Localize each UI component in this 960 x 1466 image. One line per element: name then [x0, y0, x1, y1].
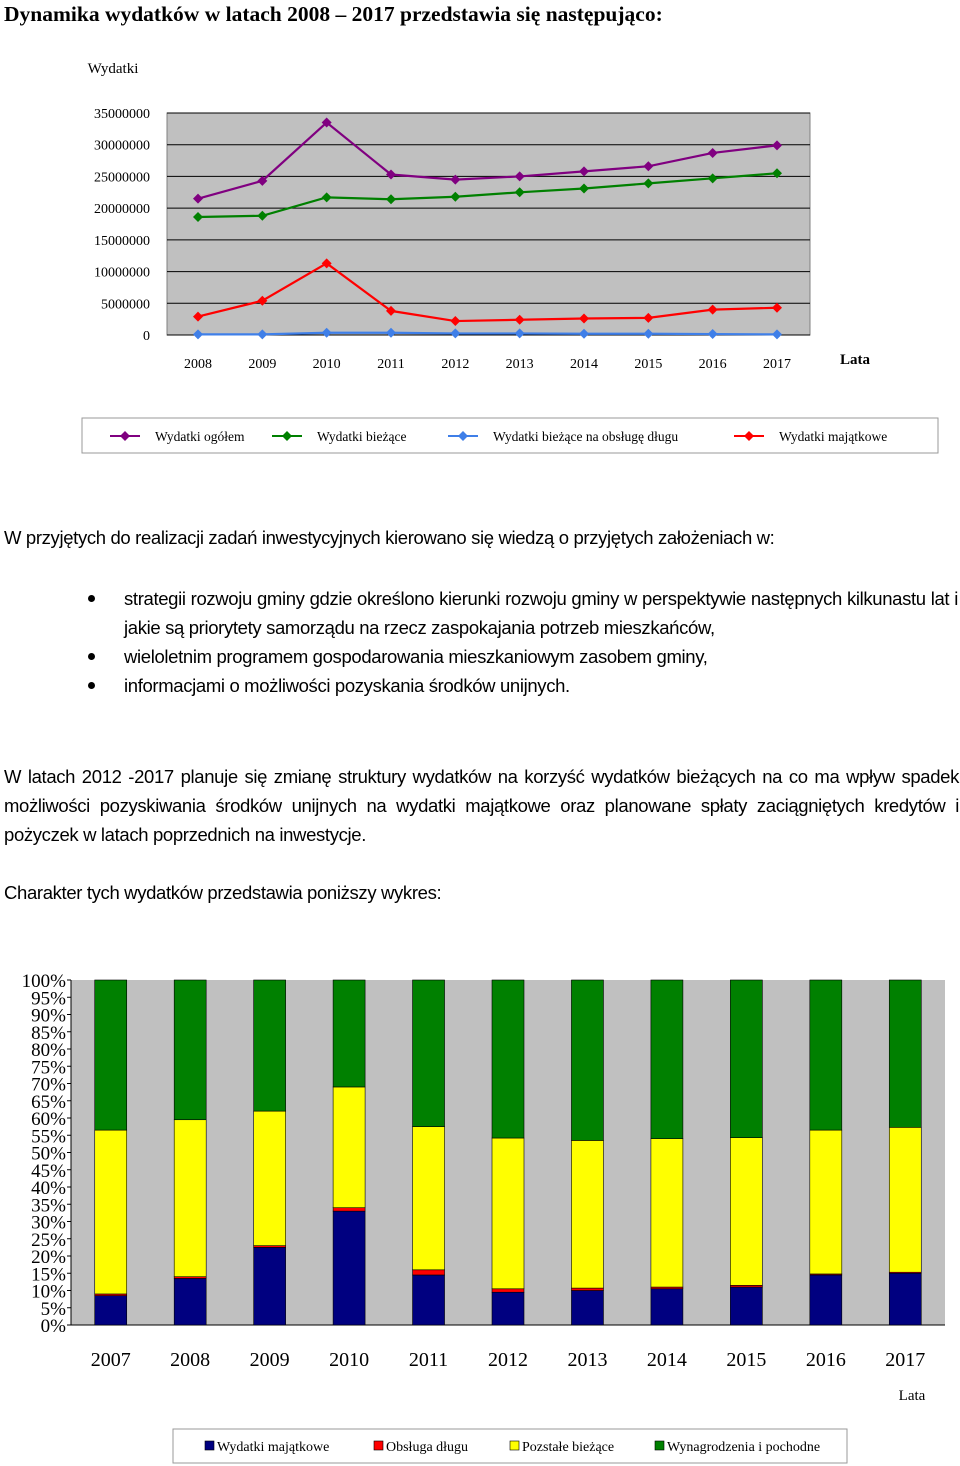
legend-label: Wydatki bieżące [317, 429, 407, 444]
legend-label: Wydatki majątkowe [779, 429, 888, 444]
bar-segment [889, 1273, 921, 1325]
page-heading: Dynamika wydatków w latach 2008 – 2017 przedstawia się następująco: [4, 2, 663, 26]
bullet-item: informacjami o możliwości pozyskania środków unijnych. [0, 671, 958, 700]
bar-segment [413, 1270, 445, 1275]
x-tick-label: 2009 [248, 357, 277, 372]
legend-label: Pozstałe bieżące [522, 1440, 615, 1455]
y-tick-label: 5000000 [101, 297, 150, 313]
bullet-item: strategii rozwoju gminy gdzie określono kierunki rozwoju gminy w perspektywie następnych kilkunastu lat i jakie są priorytety samorządu na rzecz zaspokajania potrzeb mieszkańców, [0, 584, 958, 642]
x-tick-label: 2013 [567, 1349, 608, 1371]
stacked-bar-chart [0, 956, 960, 1466]
bar-segment [651, 1289, 683, 1325]
bar-segment [730, 1138, 762, 1286]
bar-segment [254, 1247, 286, 1325]
bar-segment [174, 1120, 206, 1277]
x-tick-label: 2011 [377, 357, 405, 372]
x-axis-title: Lata [840, 352, 870, 368]
y-tick-label: 65% [31, 1091, 66, 1113]
y-tick-label: 20000000 [94, 202, 150, 218]
legend-swatch [510, 1441, 519, 1450]
bar-segment [810, 1130, 842, 1274]
x-tick-label: 2015 [634, 357, 663, 372]
y-tick-label: 5% [40, 1298, 66, 1320]
y-tick-label: 100% [21, 971, 66, 992]
y-tick-label: 85% [31, 1022, 66, 1044]
y-tick-label: 30000000 [94, 138, 150, 154]
y-tick-label: 75% [31, 1057, 66, 1079]
bar-segment [174, 980, 206, 1120]
bullet-dot-icon [88, 595, 95, 602]
bullet-list [0, 584, 958, 700]
x-tick-label: 2007 [90, 1349, 131, 1371]
x-tick-label: 2014 [570, 357, 598, 372]
bar-segment [492, 1138, 524, 1289]
x-tick-label: 2012 [488, 1349, 528, 1371]
y-tick-label: 25000000 [94, 170, 150, 186]
x-tick-label: 2009 [249, 1349, 290, 1371]
x-tick-label: 2008 [184, 357, 212, 372]
y-tick-label: 10000000 [94, 265, 150, 281]
x-tick-label: 2013 [505, 357, 534, 372]
bar-segment [492, 1292, 524, 1325]
x-tick-label: 2016 [805, 1349, 846, 1371]
bar-segment [492, 1289, 524, 1292]
bar-segment [333, 1208, 365, 1211]
x-tick-label: 2010 [312, 357, 341, 372]
bar-segment [730, 1287, 762, 1325]
x-tick-label: 2014 [646, 1349, 687, 1371]
bar-segment [333, 980, 365, 1087]
bar-segment [492, 980, 524, 1138]
legend-swatch [374, 1441, 383, 1450]
bar-segment [571, 1291, 603, 1326]
y-tick-label: 0% [40, 1316, 66, 1337]
y-tick-label: 50% [31, 1143, 66, 1165]
bar-segment [889, 1127, 921, 1272]
bar-segment [413, 1275, 445, 1325]
y-tick-label: 90% [31, 1005, 66, 1027]
bar-segment [651, 1139, 683, 1287]
y-tick-label: 70% [31, 1074, 66, 1096]
y-tick-label: 20% [31, 1247, 66, 1268]
y-axis-title: Wydatki [87, 61, 139, 77]
y-tick-label: 55% [31, 1126, 66, 1148]
legend-label: Wynagrodzenia i pochodne [667, 1440, 821, 1455]
bar-segment [174, 1278, 206, 1325]
y-tick-label: 15000000 [94, 233, 150, 249]
bar-segment [571, 980, 603, 1140]
legend-label: Wydatki bieżące na obsługę długu [493, 429, 679, 444]
x-axis-title: Lata [898, 1388, 926, 1404]
y-tick-label: 15% [31, 1264, 66, 1286]
y-tick-label: 30% [31, 1212, 66, 1234]
x-tick-label: 2015 [726, 1349, 767, 1371]
bar-segment [95, 1130, 127, 1294]
y-tick-label: 95% [31, 988, 66, 1010]
y-tick-label: 60% [31, 1109, 66, 1130]
bar-segment [413, 980, 445, 1127]
x-tick-label: 2016 [698, 357, 727, 372]
bar-segment [95, 980, 127, 1130]
legend-swatch [205, 1441, 214, 1450]
bar-segment [651, 980, 683, 1139]
x-tick-label: 2010 [329, 1349, 370, 1371]
x-tick-label: 2008 [170, 1349, 211, 1371]
intro-paragraph: W przyjętych do realizacji zadań inwestycyjnych kierowano się wiedzą o przyjętych założeniach w: [4, 527, 775, 548]
bullet-dot-icon [88, 653, 95, 660]
line-chart [0, 40, 960, 510]
bar-segment [254, 1111, 286, 1246]
bullet-dot-icon [88, 682, 95, 689]
bar-segment [413, 1127, 445, 1270]
y-tick-label: 40% [31, 1178, 66, 1199]
bar-segment [333, 1087, 365, 1208]
y-tick-label: 80% [31, 1040, 66, 1061]
bar-segment [333, 1211, 365, 1325]
bar-segment [810, 1275, 842, 1325]
bar-segment [730, 980, 762, 1138]
legend-label: Wydatki ogółem [155, 429, 245, 444]
bar-segment [889, 980, 921, 1127]
x-tick-label: 2017 [885, 1349, 926, 1371]
x-tick-label: 2012 [441, 357, 470, 372]
bar-segment [810, 980, 842, 1130]
legend-label: Obsługa długu [386, 1440, 469, 1455]
y-tick-label: 0 [143, 329, 150, 344]
y-tick-label: 35000000 [94, 107, 150, 122]
y-tick-label: 25% [31, 1229, 66, 1251]
series-line [198, 333, 777, 335]
bar-segment [571, 1140, 603, 1288]
x-tick-label: 2017 [763, 357, 791, 372]
plan-paragraph: W latach 2012 -2017 planuje się zmianę struktury wydatków na korzyść wydatków bieżących na co ma wpływ spadek możliwości pozyskiwania środków unijnych na wydatki majątkowe oraz planowane spłaty zaciągniętych kredytów i pożyczek w latach poprzednich na inwestycje. [4, 766, 959, 845]
y-tick-label: 35% [31, 1195, 66, 1217]
bar-segment [95, 1296, 127, 1325]
legend-swatch [655, 1441, 664, 1450]
bar-segment [571, 1288, 603, 1290]
x-tick-label: 2011 [408, 1349, 449, 1371]
bullet-item: wieloletnim programem gospodarowania mieszkaniowym zasobem gminy, [0, 642, 958, 671]
y-tick-label: 45% [31, 1160, 66, 1182]
legend-label: Wydatki majątkowe [217, 1440, 330, 1455]
chart-intro-paragraph: Charakter tych wydatków przedstawia poniższy wykres: [4, 882, 442, 903]
y-tick-label: 10% [31, 1281, 66, 1303]
bar-segment [254, 980, 286, 1111]
